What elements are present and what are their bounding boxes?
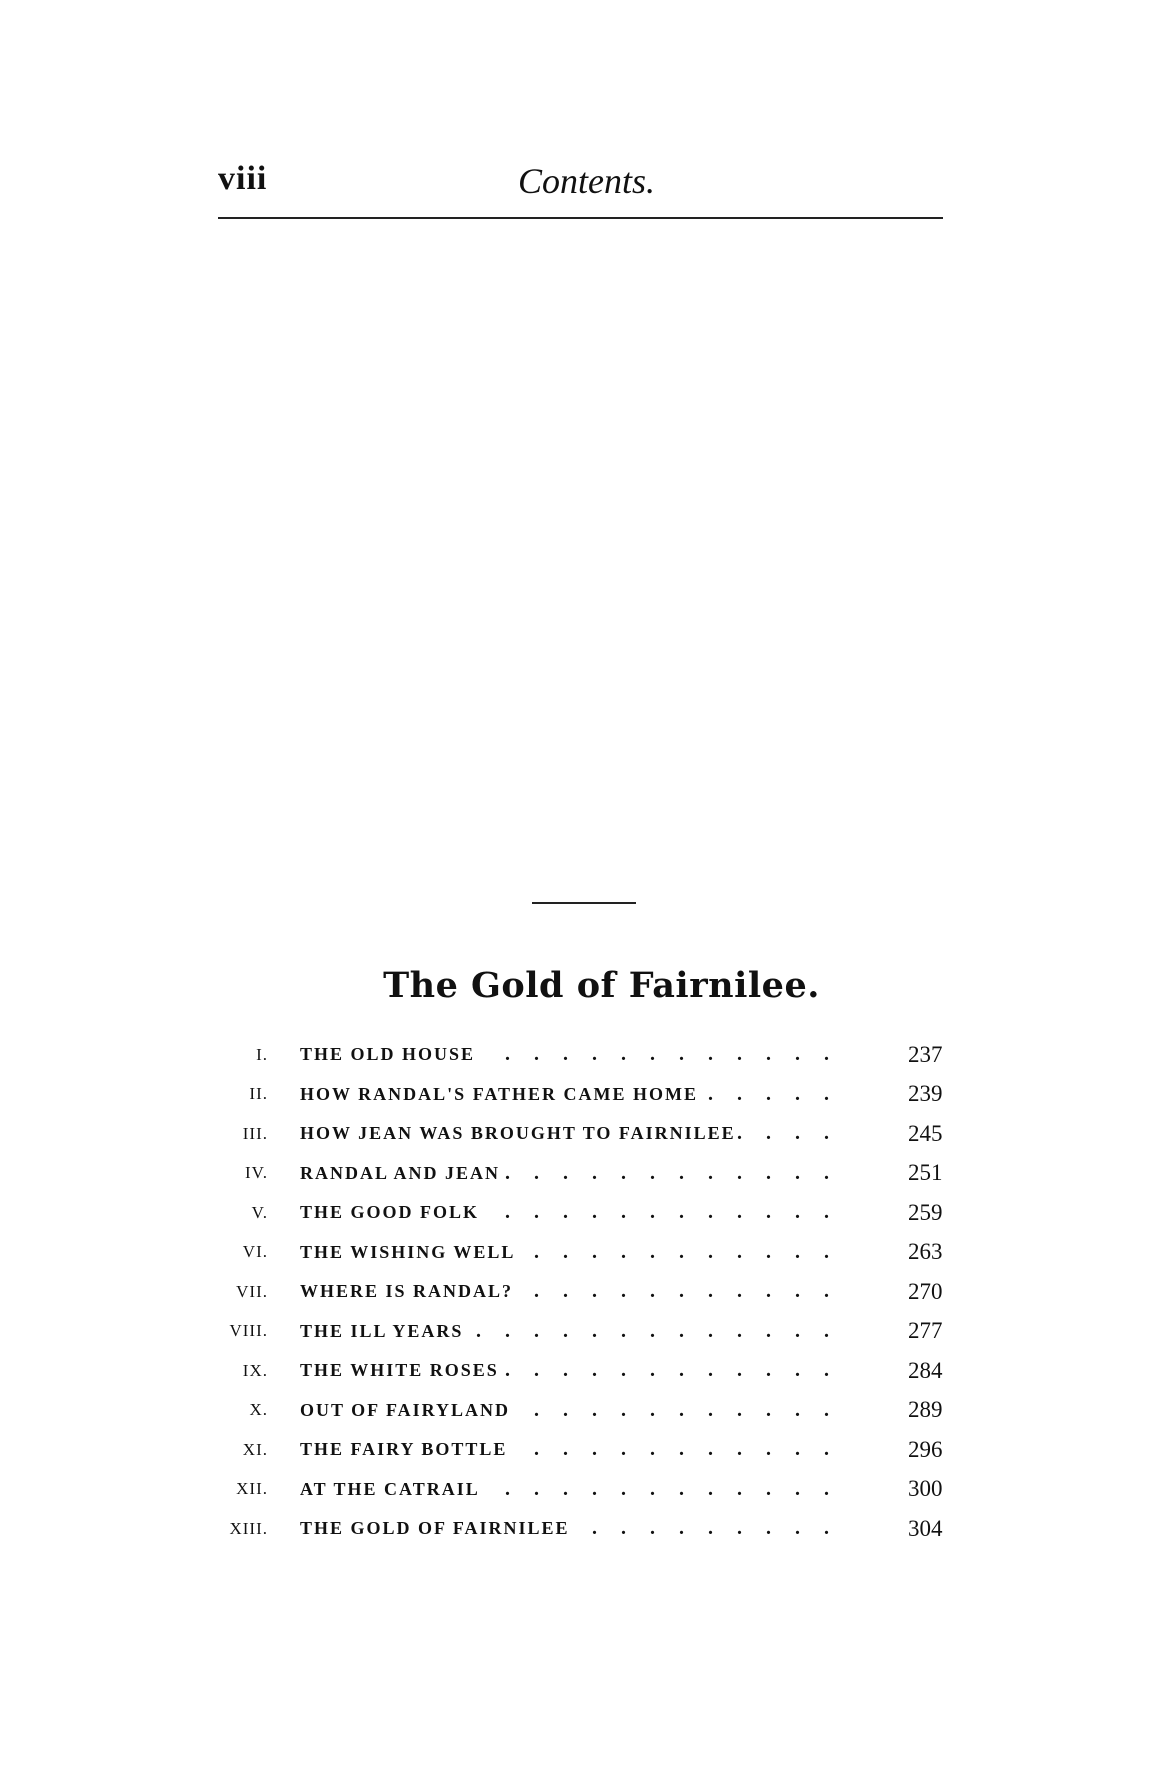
toc-entry [228,1154,963,1194]
dot-leader: ............ [505,1201,853,1224]
toc-entry [228,1391,963,1431]
dot-leader: ............. [476,1319,853,1342]
dot-leader: ........... [534,1240,853,1263]
page-ref: 277 [908,1318,943,1344]
header-rule [218,217,943,219]
page-ref: 304 [908,1515,943,1541]
toc-entry [228,1312,963,1352]
toc-entry [228,1470,963,1510]
dot-leader: ......... [592,1517,853,1540]
toc-entry [228,1351,963,1391]
chapter-title: THE FAIRY BOTTLE [300,1439,508,1460]
chapter-number: XII. [236,1479,268,1499]
dot-leader: ............ [505,1477,853,1500]
chapter-number: VIII. [229,1321,268,1341]
dot-leader: ........... [534,1280,853,1303]
toc-entry [228,1193,963,1233]
page-ref: 270 [908,1278,943,1304]
chapter-number: I. [256,1044,268,1064]
chapter-title: THE GOOD FOLK [300,1202,480,1223]
toc-entry [228,1035,963,1075]
toc-entry [228,1272,963,1312]
chapter-number: II. [249,1084,268,1104]
dot-leader: ........... [534,1438,853,1461]
toc-entry [228,1430,963,1470]
section-title: The Gold of Fairnilee. [383,965,820,1006]
chapter-number: XIII. [229,1518,268,1538]
chapter-number: XI. [242,1439,268,1459]
table-of-contents [228,1035,963,1549]
page-number: viii [218,160,268,197]
page-ref: 259 [908,1199,943,1225]
chapter-title: WHERE IS RANDAL? [300,1281,514,1302]
page-ref: 289 [908,1397,943,1423]
chapter-title: THE OLD HOUSE [300,1044,476,1065]
chapter-title: THE WHITE ROSES [300,1360,499,1381]
chapter-title: OUT OF FAIRYLAND [300,1399,511,1420]
dot-leader: ............ [505,1161,853,1184]
toc-entry [228,1075,963,1115]
chapter-number: X. [249,1400,268,1420]
chapter-number: III. [242,1123,268,1143]
chapter-title: THE GOLD OF FAIRNILEE [300,1518,570,1539]
chapter-title: HOW RANDAL'S FATHER CAME HOME [300,1083,699,1104]
page-ref: 284 [908,1357,943,1383]
chapter-number: V. [251,1202,268,1222]
page-ref: 239 [908,1081,943,1107]
page-ref: 300 [908,1476,943,1502]
chapter-title: THE WISHING WELL [300,1241,516,1262]
chapter-title: THE ILL YEARS [300,1320,464,1341]
dot-leader: ..... [708,1082,853,1105]
page-ref: 296 [908,1436,943,1462]
page-ref: 251 [908,1160,943,1186]
page-ref: 245 [908,1120,943,1146]
toc-entry [228,1233,963,1273]
running-title: Contents. [518,161,656,201]
chapter-title: AT THE CATRAIL [300,1478,480,1499]
chapter-title: HOW JEAN WAS BROUGHT TO FAIRNILEE [300,1123,736,1144]
chapter-number: IX. [242,1360,268,1380]
chapter-number: VI. [242,1242,268,1262]
chapter-number: IV. [245,1163,268,1183]
page-ref: 263 [908,1239,943,1265]
page-ref: 237 [908,1041,943,1067]
dot-leader: .... [737,1122,853,1145]
dot-leader: ............ [505,1043,853,1066]
chapter-number: VII. [236,1281,268,1301]
chapter-title: RANDAL AND JEAN [300,1162,501,1183]
page-header [218,160,943,210]
section-divider [532,902,636,904]
dot-leader: ............ [505,1359,853,1382]
dot-leader: ........... [534,1398,853,1421]
toc-entry [228,1114,963,1154]
toc-entry [228,1509,963,1549]
